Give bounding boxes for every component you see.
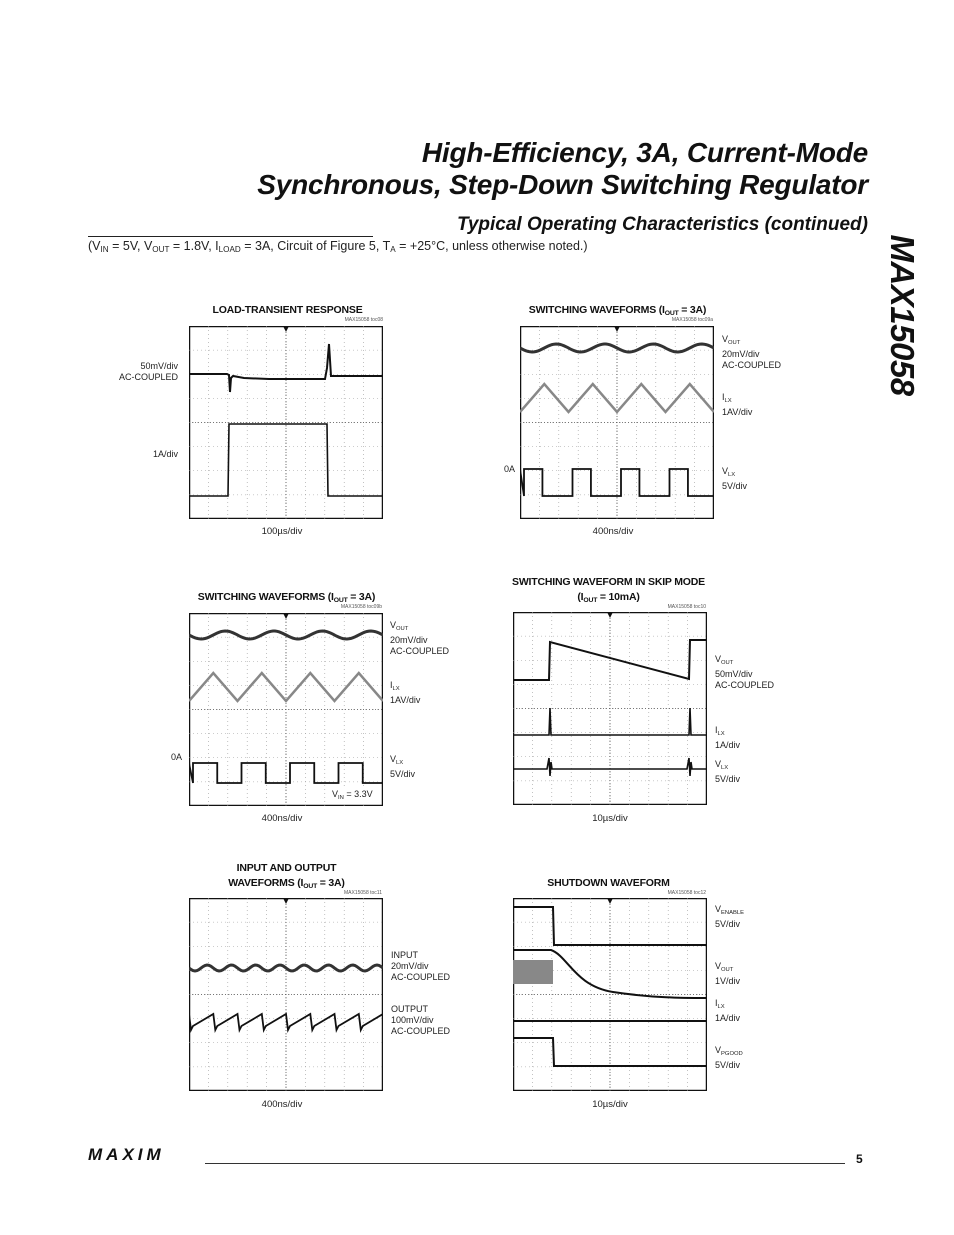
label-vout: $V_{OUT}$ 20mV/div AC-COUPLED bbox=[390, 620, 450, 656]
time-div-label: 400ns/div bbox=[592, 526, 634, 537]
chart-title-switching-b: SWITCHING WAVEFORMS $(I_{OUT} = 3A)$ bbox=[197, 591, 376, 604]
label-vlx: $V_{LX}$ 5V/div bbox=[390, 754, 416, 779]
svg-text:MAXIM: MAXIM bbox=[88, 1146, 165, 1162]
time-div-label: 10µs/div bbox=[592, 813, 628, 824]
scope-plot bbox=[513, 612, 707, 805]
scope-plot bbox=[189, 613, 383, 806]
section-rule bbox=[88, 236, 373, 237]
time-div-label: 100µs/div bbox=[261, 526, 303, 537]
time-div-label: 400ns/div bbox=[261, 1099, 303, 1110]
label-ilx: $I_{LX}$ 1A/div bbox=[715, 725, 741, 750]
label-vin: $V_{IN} = 3.3V$ bbox=[331, 789, 374, 804]
scope-plot bbox=[513, 898, 707, 1091]
time-div-label: 400ns/div bbox=[261, 813, 303, 824]
label-ilx: $I_{LX}$ 1A/div bbox=[715, 998, 741, 1023]
time-div-label: 10µs/div bbox=[592, 1099, 628, 1110]
side-part-number: MAX15058 bbox=[884, 234, 921, 396]
chart-title-load-transient: LOAD-TRANSIENT RESPONSE bbox=[212, 304, 363, 316]
page-title-line1: High-Efficiency, 3A, Current-Mode bbox=[421, 137, 868, 168]
chart-title-skip-mode-line2: $(I_{OUT} = 10mA)$ bbox=[577, 591, 640, 604]
chart-code: MAX15058 toc09a bbox=[671, 317, 713, 323]
chart-code: MAX15058 toc12 bbox=[667, 890, 706, 896]
page-title-line2: Synchronous, Step-Down Switching Regulator bbox=[257, 169, 868, 200]
page-number: 5 bbox=[856, 1152, 863, 1166]
chart-title-shutdown: SHUTDOWN WAVEFORM bbox=[547, 877, 670, 889]
scope-skip-mode bbox=[513, 612, 707, 805]
scope-plot bbox=[520, 326, 714, 519]
scope-switching-a bbox=[520, 326, 714, 519]
label-zero: 0A bbox=[504, 464, 516, 474]
scope-plot bbox=[189, 898, 383, 1091]
chart-title-io-line1: INPUT AND OUTPUT bbox=[236, 862, 337, 874]
chart-code: MAX15058 toc11 bbox=[344, 890, 382, 896]
chart-title-switching-a: SWITCHING WAVEFORMS $(I_{OUT} = 3A)$ bbox=[528, 304, 707, 317]
chart-code: MAX15058 toc08 bbox=[344, 317, 383, 323]
label-input: INPUT 20mV/div AC-COUPLED bbox=[391, 950, 451, 982]
label-ilx: $I_{LX}$ 1AV/div bbox=[722, 392, 753, 417]
label-vout-scale: 50mV/div AC-COUPLED bbox=[118, 361, 178, 382]
chart-title-skip-mode-line1: SWITCHING WAVEFORM IN SKIP MODE bbox=[512, 576, 705, 588]
label-vpgood: $V_{PGOOD}$ 5V/div bbox=[715, 1045, 743, 1070]
chart-code: MAX15058 toc10 bbox=[667, 604, 706, 610]
footer-rule bbox=[205, 1163, 845, 1164]
label-vout: $V_{OUT}$ 50mV/div AC-COUPLED bbox=[715, 654, 775, 690]
trace-ilx-burst bbox=[513, 960, 553, 984]
label-vlx: $V_{LX}$ 5V/div bbox=[715, 759, 741, 784]
label-vout: $V_{OUT}$ 20mV/div AC-COUPLED bbox=[722, 334, 782, 370]
scope-switching-b bbox=[189, 613, 383, 806]
label-iload-scale: 1A/div bbox=[152, 449, 178, 459]
label-zero: 0A bbox=[171, 752, 183, 762]
scope-load-transient bbox=[189, 326, 383, 519]
chart-title-io-line2: WAVEFORMS $(I_{OUT} = 3A)$ bbox=[228, 877, 345, 890]
label-vlx: $V_{LX}$ 5V/div bbox=[722, 466, 748, 491]
label-ilx: $I_{LX}$ 1AV/div bbox=[390, 680, 421, 705]
maxim-logo bbox=[88, 1146, 200, 1167]
scope-shutdown bbox=[513, 898, 707, 1091]
scope-plot bbox=[189, 326, 383, 519]
chart-code: MAX15058 toc09b bbox=[340, 604, 382, 610]
section-title: Typical Operating Characteristics (continued) bbox=[456, 214, 868, 235]
label-vout: $V_{OUT}$ 1V/div bbox=[715, 961, 741, 986]
label-output: OUTPUT 100mV/div AC-COUPLED bbox=[391, 1004, 451, 1036]
scope-io-waveforms bbox=[189, 898, 383, 1091]
label-venable: $V_{ENABLE}$ 5V/div bbox=[715, 904, 745, 929]
test-conditions: ($V_{IN} = 5V$, $V_{OUT} = 1.8V$, $I_{LOAD} = 3A$, Circuit of Figure 5, $T_A = +25^\circ C$, unless otherwise noted.) bbox=[88, 239, 588, 254]
